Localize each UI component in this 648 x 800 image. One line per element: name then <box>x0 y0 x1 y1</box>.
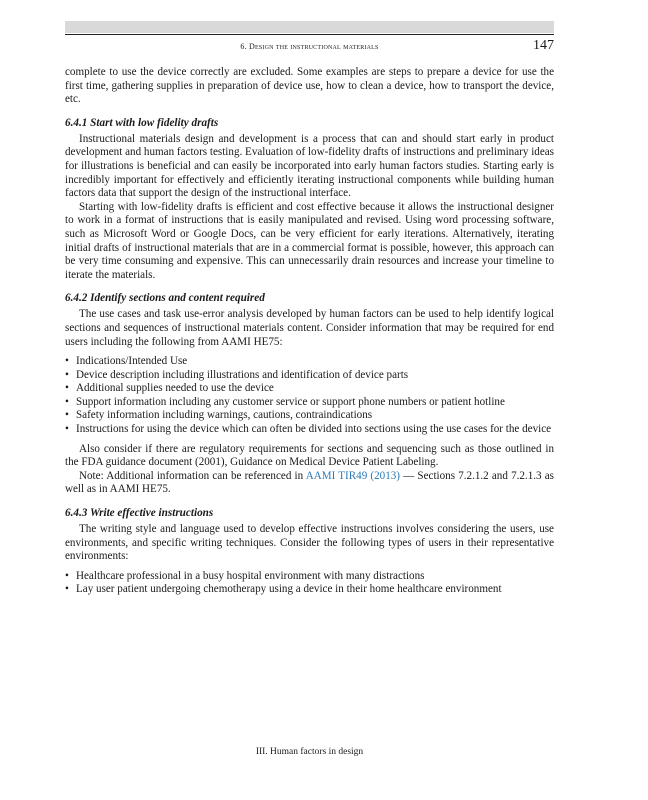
section-title: Write effective instructions <box>89 507 214 520</box>
section-title: Start with low fidelity drafts <box>90 116 219 129</box>
section-heading-6-4-1 <box>65 116 554 130</box>
section-heading-6-4-2 <box>65 291 554 305</box>
paragraph: Instructional materials design and development is a process that can and should start early in product development and human factors testing. Evaluation of low-fidelity drafts of instructions and preliminary ideas for illustrations is beneficial and can easily be incorporated into early human factors studies. Starting early is incredibly important for effectively and efficiently iterating instructional components while building human factors data that support the design of the instructional interface. <box>65 132 554 200</box>
paragraph: Starting with low-fidelity drafts is efficient and cost effective because it allows the instructional designer to work in a format of instructions that is easily manipulated and revised. Using word processing software, such as Microsoft Word or Google Docs, can be very efficient for early iterations. Alternatively, iterating initial drafts of instructional materials that are in a commercial format is possible, however, this approach can be very time consuming and expensive. This can unnecessarily drain resources and increase your timeline to iterate the materials. <box>65 200 554 281</box>
reference-link[interactable]: AAMI TIR49 (2013) <box>305 469 400 482</box>
bullet-list <box>65 570 554 597</box>
section-number: 6.4.1 <box>65 116 88 129</box>
note-suffix: — Sections 7.2.1.2 and 7.2.1.3 as well as in AAMI HE75. <box>65 469 554 496</box>
section-title: Identify sections and content required <box>90 292 265 305</box>
list-item: • Support information including any customer service or support phone numbers or patient hotline <box>65 396 554 410</box>
page-number: 147 <box>533 38 554 53</box>
note-paragraph <box>65 470 554 497</box>
header-bar <box>65 21 554 33</box>
running-title: 6. Design the instructional materials <box>240 42 379 51</box>
section-number: 6.4.2 <box>65 292 88 305</box>
page-footer: III. Human factors in design <box>255 747 364 757</box>
paragraph: The use cases and task use-error analysis developed by human factors can be used to help identify logical sections and sequences of instructional materials content. Consider information that may be required for end users including the following from AAMI HE75: <box>65 308 554 348</box>
list-item: • Indications/Intended Use <box>65 355 554 369</box>
header-rule <box>65 34 554 35</box>
list-item: • Safety information including warnings, cautions, contraindications <box>65 409 554 423</box>
list-item: • Lay user patient undergoing chemotherapy using a device in their home healthcare environment <box>65 583 554 597</box>
section-number: 6.4.3 <box>65 507 88 520</box>
section-heading-6-4-3 <box>65 506 554 520</box>
note-prefix: Note: Additional information can be referenced in <box>79 469 306 482</box>
bullet-list <box>65 355 554 437</box>
list-item: • Additional supplies needed to use the device <box>65 382 554 396</box>
intro-paragraph: complete to use the device correctly are excluded. Some examples are steps to prepare a device for use the first time, gathering supplies in preparation of device use, how to clean a device, how to transport the device, etc. <box>65 66 554 106</box>
paragraph: Also consider if there are regulatory requirements for sections and sequencing such as those outlined in the FDA guidance document (2001), Guidance on Medical Device Patient Labeling. <box>65 442 554 469</box>
list-item: • Device description including illustrations and identification of device parts <box>65 369 554 383</box>
paragraph: The writing style and language used to develop effective instructions involves considering the users, use environments, and specific writing techniques. Consider the following types of users in their representative environments: <box>65 523 554 563</box>
list-item: • Instructions for using the device which can often be divided into sections using the use cases for the device <box>65 423 554 437</box>
running-head <box>65 38 554 56</box>
page-body <box>65 66 554 603</box>
list-item: • Healthcare professional in a busy hospital environment with many distractions <box>65 570 554 584</box>
